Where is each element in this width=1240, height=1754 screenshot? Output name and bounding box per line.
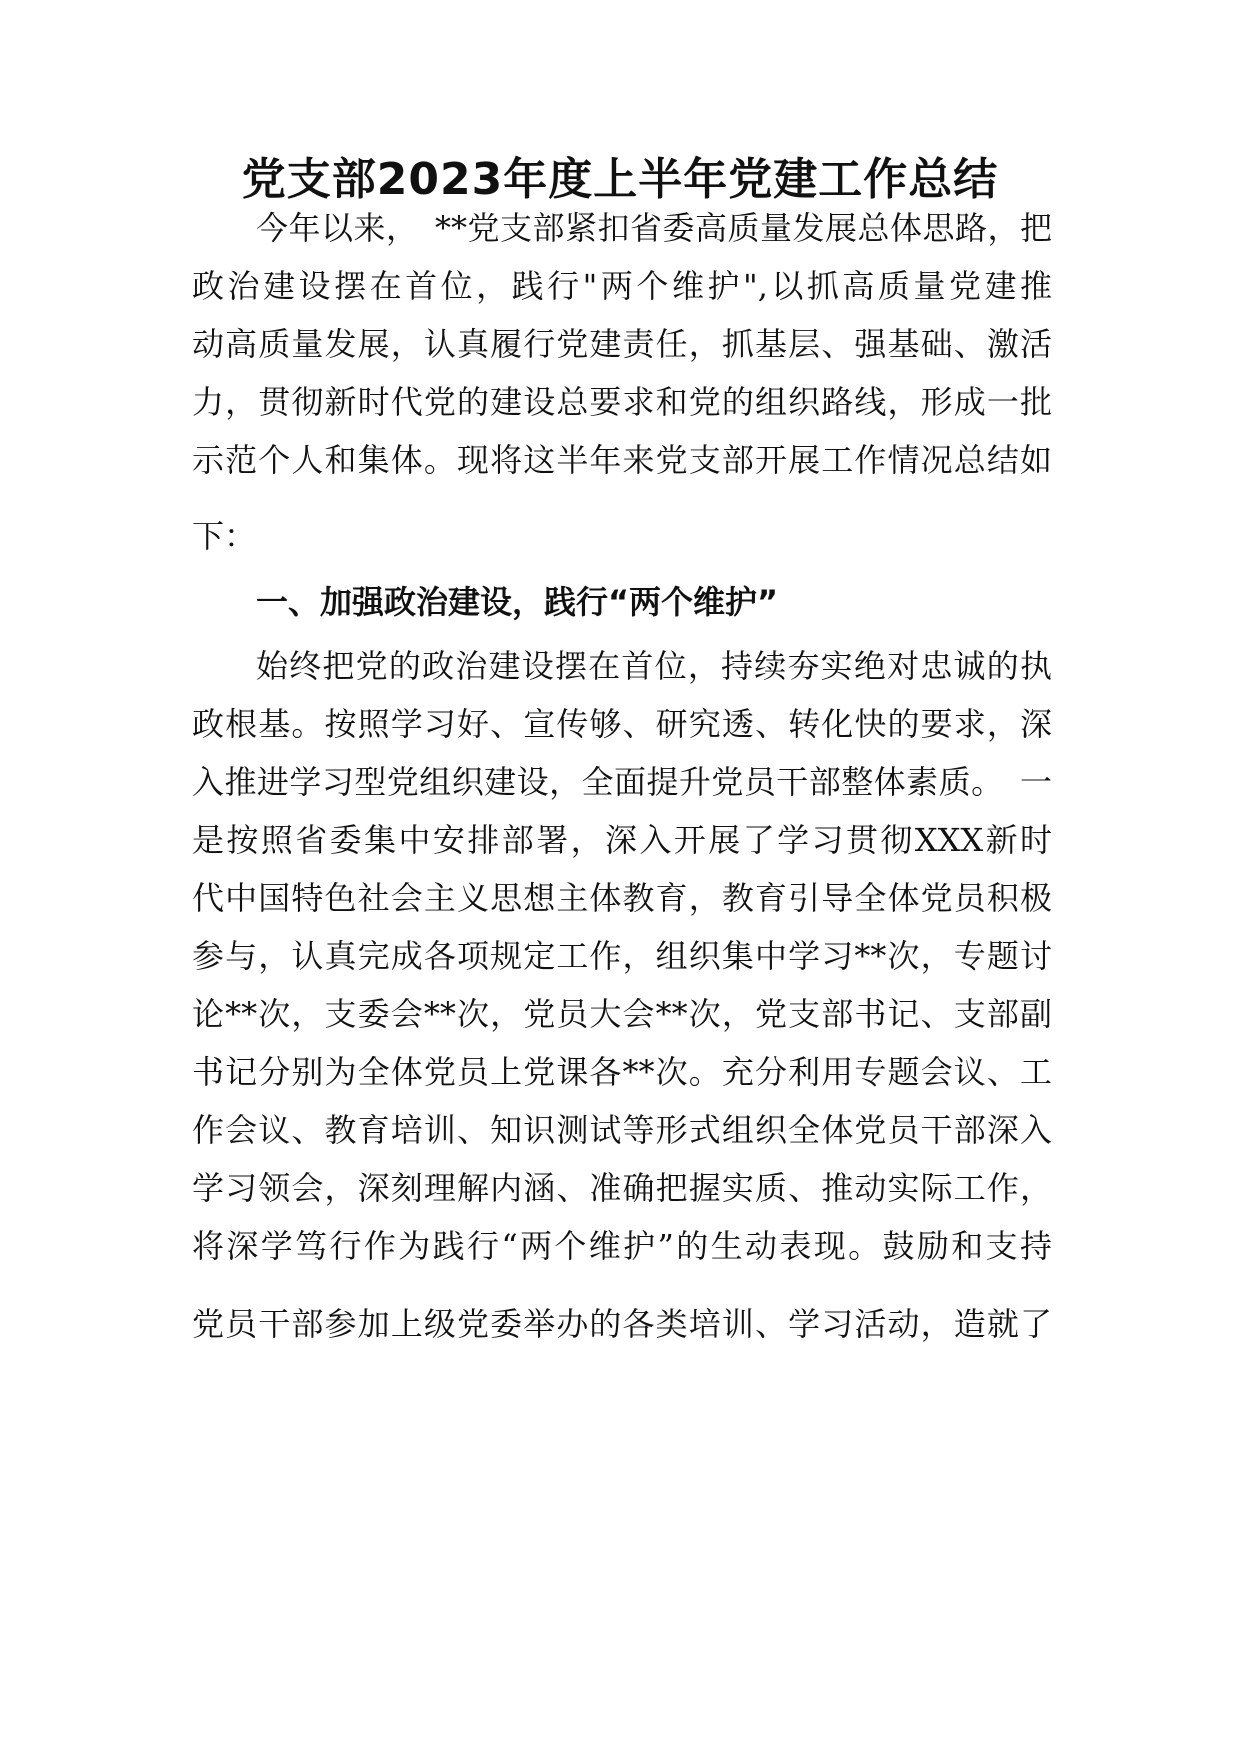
intro-line-3: 动高质量发展，认真履行党建责任，抓基层、强基础、激活 <box>192 325 1052 363</box>
section1-line-1: 始终把党的政治建设摆在首位，持续夯实绝对忠诚的执 <box>256 647 1052 685</box>
section1-line-6: 参与，认真完成各项规定工作，组织集中学习**次，专题讨 <box>192 937 1052 975</box>
section1-line-11: 将深学笃行作为践行“两个维护”的生动表现。鼓励和支持 <box>192 1227 1052 1265</box>
intro-line-2: 政治建设摆在首位，践行"两个维护",以抓高质量党建推 <box>192 267 1052 305</box>
section1-line-10: 学习领会，深刻理解内涵、准确把握实质、推动实际工作， <box>192 1169 1052 1207</box>
intro-line-6: 下： <box>192 517 257 555</box>
intro-line-1: 今年以来， **党支部紧扣省委高质量发展总体思路，把 <box>256 209 1052 247</box>
intro-line-4: 力，贯彻新时代党的建设总要求和党的组织路线，形成一批 <box>192 383 1052 421</box>
section1-line-12: 党员干部参加上级党委举办的各类培训、学习活动，造就了 <box>192 1305 1052 1343</box>
section1-line-2: 政根基。按照学习好、宣传够、研究透、转化快的要求，深 <box>192 705 1052 743</box>
section1-line-7: 论**次，支委会**次，党员大会**次，党支部书记、支部副 <box>192 995 1052 1033</box>
section1-line-3: 入推进学习型党组织建设，全面提升党员干部整体素质。 一 <box>192 763 1052 801</box>
section-heading-1: 一、加强政治建设，践行“两个维护” <box>256 583 779 621</box>
document-title: 党支部2023年度上半年党建工作总结 <box>241 154 999 205</box>
intro-line-5: 示范个人和集体。现将这半年来党支部开展工作情况总结如 <box>192 441 1052 479</box>
section1-line-5: 代中国特色社会主义思想主体教育，教育引导全体党员积极 <box>192 879 1052 917</box>
section1-line-4: 是按照省委集中安排部署，深入开展了学习贯彻XXX新时 <box>192 821 1052 859</box>
section1-line-9: 作会议、教育培训、知识测试等形式组织全体党员干部深入 <box>192 1111 1052 1149</box>
section1-line-8: 书记分别为全体党员上党课各**次。充分利用专题会议、工 <box>192 1053 1052 1091</box>
